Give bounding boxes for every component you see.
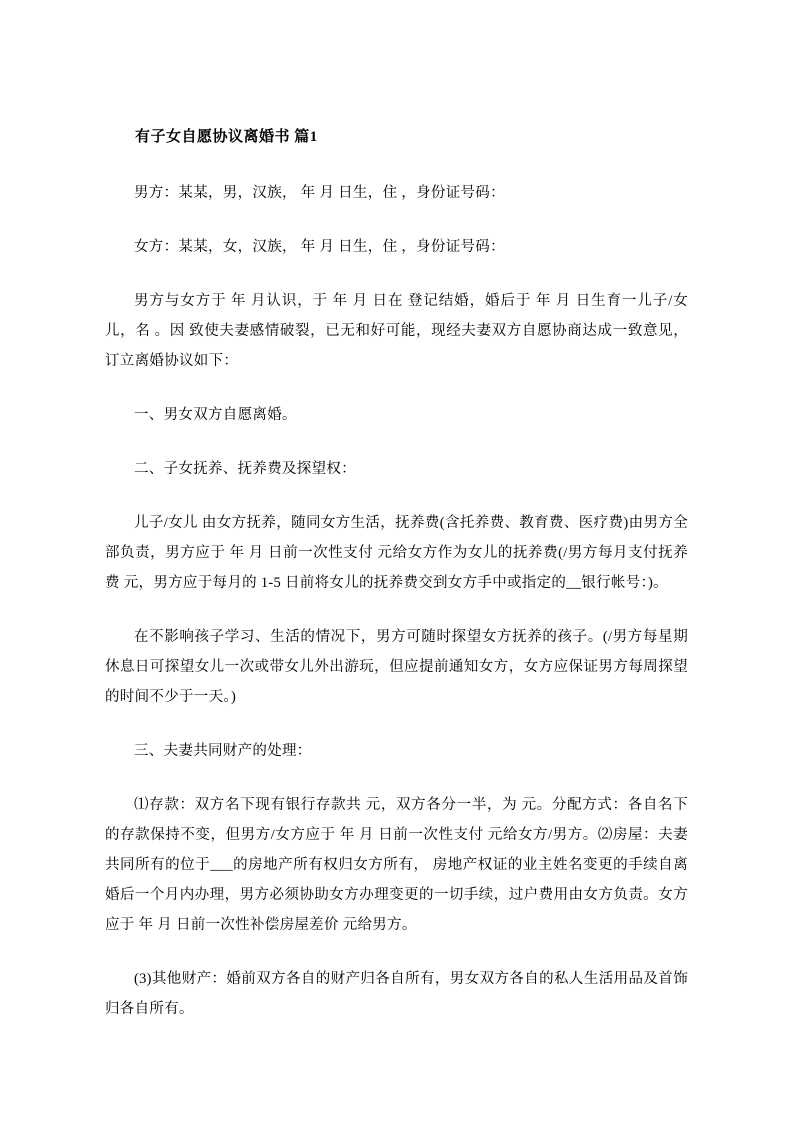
paragraph-marriage-background: 男方与女方于 年 月认识，于 年 月 日在 登记结婚，婚后于 年 月 日生育一儿子/女儿，名 。因 致使夫妻感情破裂，已无和好可能，现经夫妻双方自愿协商达成一致意见，订立离婚协议如下：	[105, 293, 688, 369]
paragraph-woman-info: 女方：某某，女，汉族， 年 月 日生，住 ，身份证号码：	[134, 239, 505, 255]
document-title: 有子女自愿协议离婚书 篇1	[135, 129, 318, 145]
paragraph-clause-1-voluntary-divorce: 一、男女双方自愿离婚。	[134, 407, 297, 423]
paragraph-custody-support-details: 儿子/女儿 由女方抚养，随同女方生活，抚养费(含托养费、教育费、医疗费)由男方全部负责，男方应于 年 月 日前一次性支付 元给女方作为女儿的抚养费(/男方每月支付抚养费 元，男方应于每月的 1-5 日前将女儿的抚养费交到女方手中或指定的__银行帐号：)。	[105, 515, 688, 591]
paragraph-property-deposit-house: ⑴存款：双方名下现有银行存款共 元，双方各分一半，为 元。分配方式：各自名下的存款保持不变，但男方/女方应于 年 月 日前一次性支付 元给女方/男方。⑵房屋：夫妻共同所有的位于___的房地产所有权归女方所有， 房地产权证的业主姓名变更的手续自离婚后一个月内办理，男方必须协助女方办理变更的一切手续，过户费用由女方负责。女方应于 年 月 日前一次性补偿房屋差价 元给男方。	[105, 797, 688, 933]
paragraph-clause-3-property-heading: 三、夫妻共同财产的处理：	[134, 743, 312, 759]
paragraph-property-other: (3)其他财产：婚前双方各自的财产归各自所有，男女双方各自的私人生活用品及首饰归各自所有。	[105, 971, 688, 1017]
paragraph-clause-2-custody-heading: 二、子女抚养、抚养费及探望权：	[134, 461, 356, 477]
paragraph-visitation-rights: 在不影响孩子学习、生活的情况下，男方可随时探望女方抚养的孩子。(/男方每星期休息日可探望女儿一次或带女儿外出游玩，但应提前通知女方，女方应保证男方每周探望的时间不少于一天。)	[105, 629, 688, 705]
paragraph-man-info: 男方：某某，男，汉族， 年 月 日生，住 ，身份证号码：	[134, 185, 505, 201]
